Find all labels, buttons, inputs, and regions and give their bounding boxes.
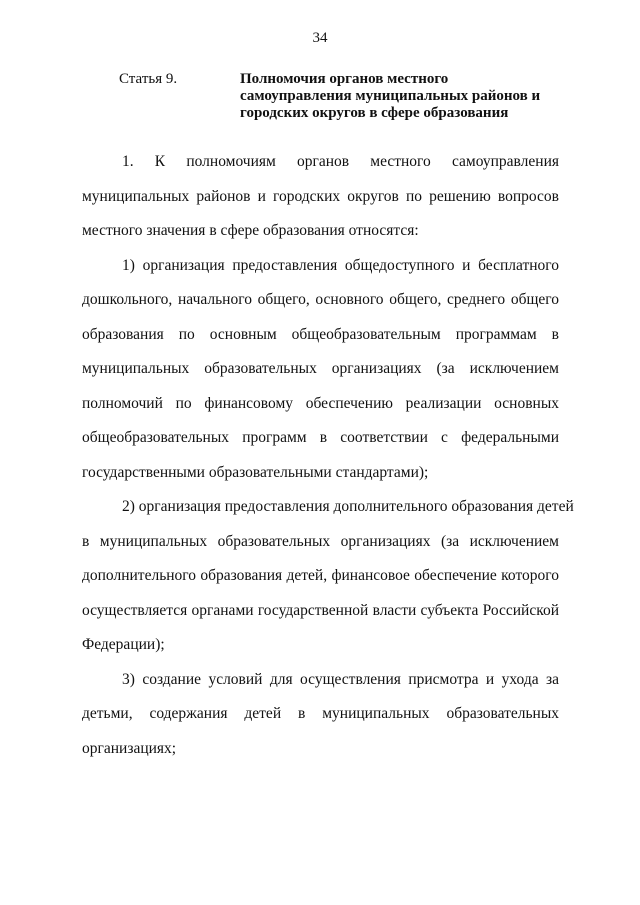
article-title-line: самоуправления муниципальных районов и [240, 88, 541, 104]
text-line: общеобразовательных программ в соответствии с федеральными [82, 429, 559, 446]
page-number: 34 [312, 30, 328, 46]
paragraph-item-3 [82, 663, 559, 767]
text-line: дополнительного образования детей, финансовое обеспечение которого [82, 567, 559, 584]
text-line: образования по основным общеобразовательным программам в [82, 325, 559, 343]
paragraph-item-2 [82, 490, 574, 663]
article-body [82, 145, 574, 766]
article-title-line: Полномочия органов местного [240, 71, 449, 87]
text-line: дошкольного, начального общего, основного общего, среднего общего [82, 291, 559, 308]
text-line: муниципальных образовательных организациях (за исключением [82, 360, 559, 377]
text-line: 1. К полномочиям органов местного самоуправления [122, 153, 559, 170]
text-line: в муниципальных образовательных организациях (за исключением [82, 532, 559, 550]
text-line: муниципальных районов и городских округов по решению вопросов [82, 187, 559, 205]
text-line: 1) организация предоставления общедоступного и бесплатного [122, 256, 559, 274]
text-line: Федерации); [82, 636, 165, 653]
paragraph-1 [82, 145, 559, 249]
text-line: полномочий по финансовому обеспечению реализации основных [82, 394, 559, 412]
article-title-line: городских округов в сфере образования [240, 105, 509, 121]
text-line: осуществляется органами государственной власти субъекта Российской [82, 601, 559, 619]
text-line: 3) создание условий для осуществления присмотра и ухода за [122, 670, 559, 688]
text-line: 2) организация предоставления дополнительного образования детей [122, 498, 574, 515]
text-line: организациях; [82, 739, 177, 757]
article-label: Статья 9. [119, 71, 178, 87]
text-line: детьми, содержания детей в муниципальных образовательных [82, 705, 559, 722]
text-line: местного значения в сфере образования относятся: [82, 222, 419, 239]
paragraph-item-1 [82, 249, 559, 491]
article-title [240, 71, 540, 122]
text-line: государственными образовательными стандартами); [82, 463, 429, 481]
